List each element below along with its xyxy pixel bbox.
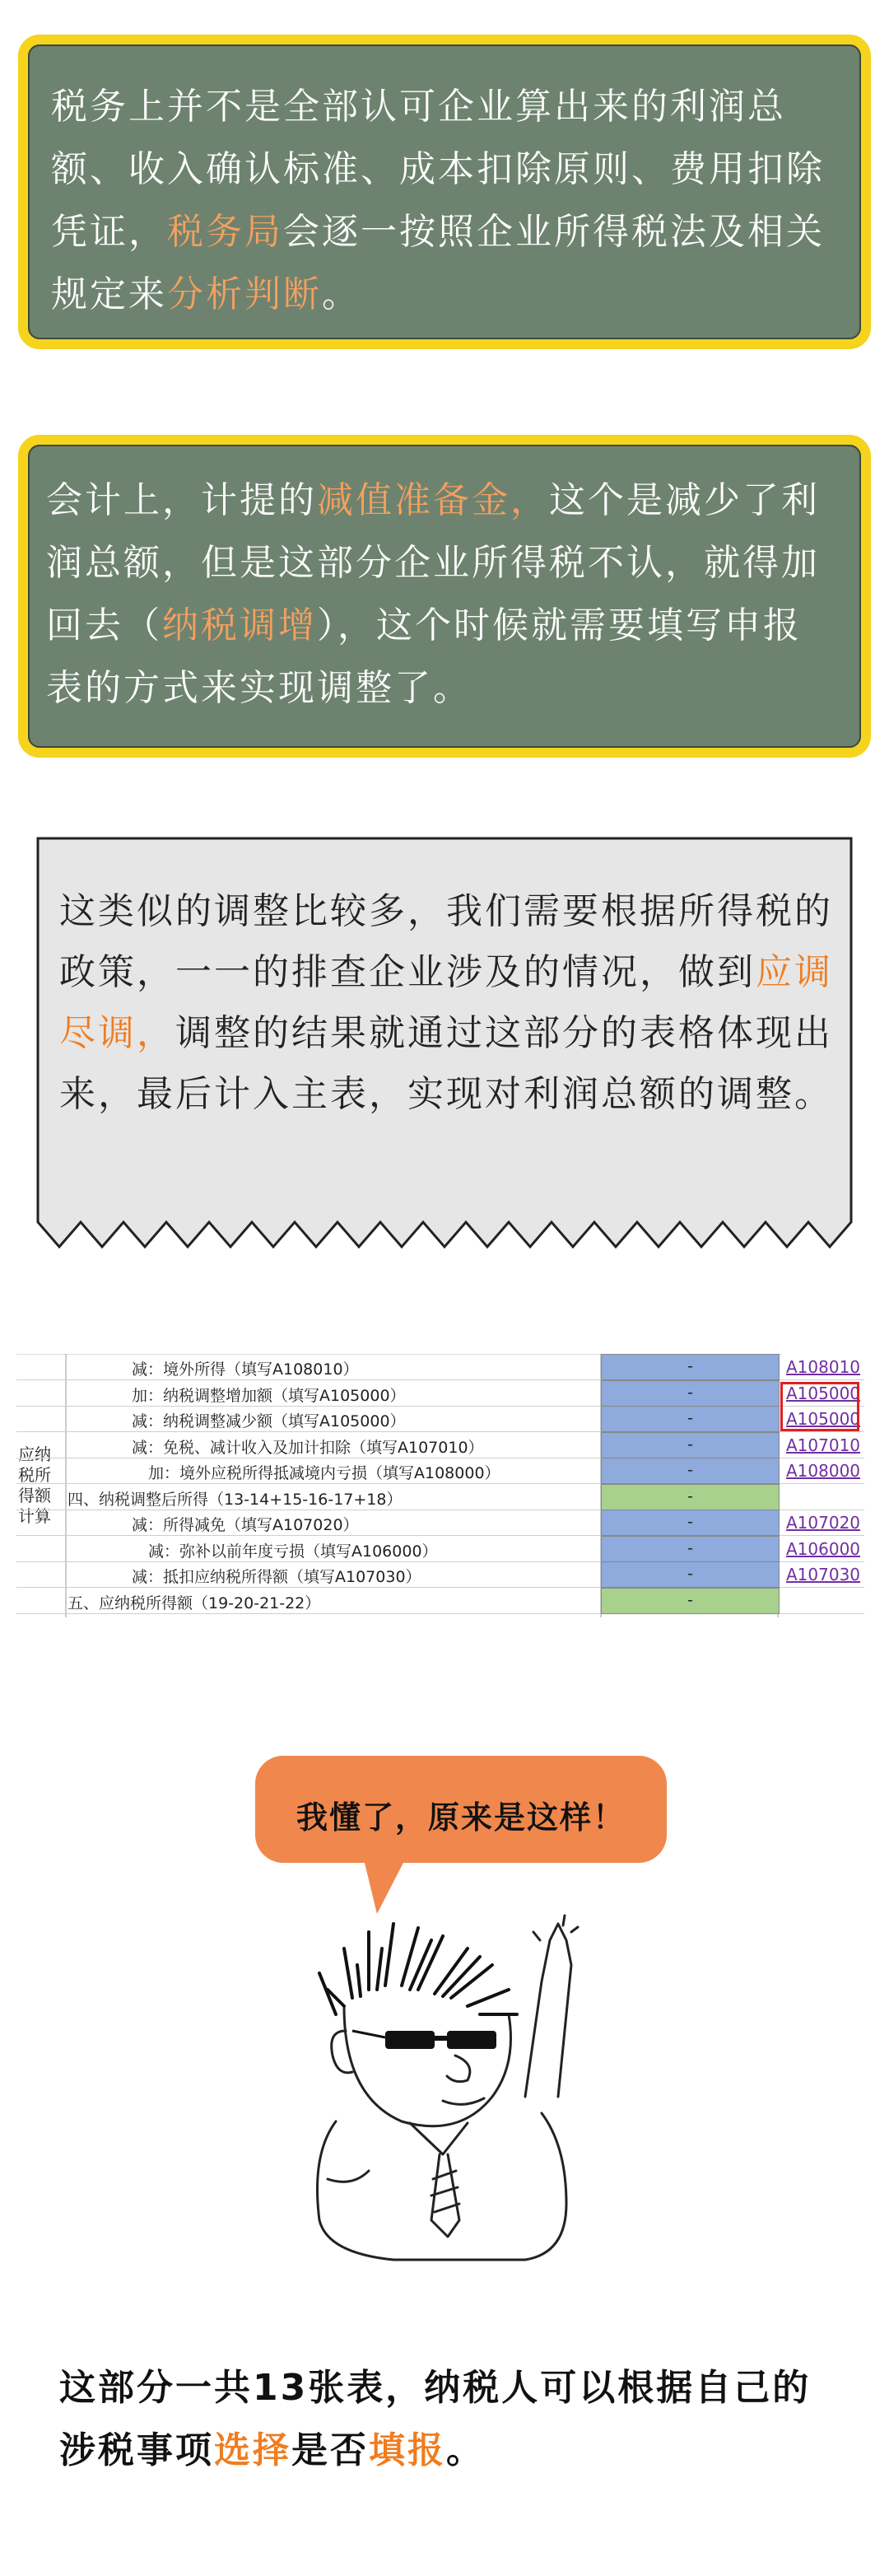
cartoon-man-illustration bbox=[278, 1907, 624, 2261]
value-cell bbox=[601, 1406, 780, 1432]
form-link[interactable]: A107020 bbox=[786, 1513, 861, 1533]
cell-value: - bbox=[687, 1538, 693, 1557]
row-label: 加：纳税调整增加额（填写A105000） bbox=[132, 1386, 406, 1405]
highlight-box bbox=[780, 1382, 859, 1431]
card-2-highlight-reserve: 减值准备金， bbox=[317, 479, 549, 521]
sheet-side-label: 应纳税所得额计算 bbox=[18, 1444, 51, 1526]
card-1-highlight-tax-bureau: 税务局 bbox=[167, 211, 283, 253]
note-seg1: 这类似的调整比较多，我们需要根据所得税的政策，一一的排查企业涉及的情况，做到 bbox=[59, 890, 833, 993]
row-label: 五、应纳税所得额（19-20-21-22） bbox=[67, 1594, 321, 1612]
table-row bbox=[16, 1380, 864, 1407]
bottom-highlight-report: 填报 bbox=[369, 2429, 446, 2471]
form-link[interactable]: A107030 bbox=[786, 1565, 861, 1584]
note-highlight: 应调尽调， bbox=[59, 951, 833, 1054]
bottom-highlight-choose: 选择 bbox=[214, 2429, 291, 2471]
cell-value: - bbox=[687, 1565, 693, 1583]
card-2-highlight-tax-increase: 纳税调增 bbox=[162, 604, 317, 646]
form-link[interactable]: A105000 bbox=[786, 1383, 861, 1403]
card-1-seg2: 会逐一按照企业所得税法及相关规定来 bbox=[51, 211, 825, 315]
row-label: 四、纳税调整后所得（13-14+15-16-17+18） bbox=[67, 1490, 403, 1509]
cell-value: - bbox=[687, 1383, 693, 1402]
table-row bbox=[16, 1510, 864, 1536]
value-cell bbox=[601, 1458, 780, 1484]
bottom-seg3: 。 bbox=[446, 2429, 485, 2471]
cell-value: - bbox=[687, 1409, 693, 1427]
table-row bbox=[16, 1354, 864, 1380]
row-label: 减：弥补以前年度亏损（填写A106000） bbox=[148, 1542, 438, 1561]
cell-value: - bbox=[687, 1357, 693, 1375]
cell-value: - bbox=[687, 1590, 693, 1609]
value-cell bbox=[601, 1354, 780, 1380]
value-cell bbox=[601, 1588, 780, 1614]
table-row bbox=[16, 1432, 864, 1458]
form-link[interactable]: A108000 bbox=[786, 1461, 861, 1481]
row-label: 减：所得减免（填写A107020） bbox=[132, 1516, 359, 1534]
card-2-seg3: ），这个时候就需要填写申报表的方式来实现调整了。 bbox=[46, 604, 802, 709]
table-row bbox=[16, 1588, 864, 1614]
row-label: 减：抵扣应纳税所得额（填写A107030） bbox=[132, 1568, 421, 1586]
card-2-text bbox=[46, 469, 836, 720]
speech-bubble bbox=[255, 1756, 667, 1863]
value-cell bbox=[601, 1561, 780, 1588]
card-2-seg1: 会计上，计提的 bbox=[46, 479, 317, 521]
form-link[interactable]: A106000 bbox=[786, 1538, 861, 1559]
value-cell bbox=[601, 1484, 780, 1510]
bubble-text: 我懂了，原来是这样！ bbox=[296, 1799, 626, 1836]
value-cell bbox=[601, 1510, 780, 1536]
table-row bbox=[16, 1484, 864, 1510]
bottom-seg1: 这部分一共13张表，纳税人可以根据自己的涉税事项 bbox=[59, 2367, 812, 2471]
form-link[interactable]: A108010 bbox=[786, 1357, 861, 1377]
bottom-seg2: 是否 bbox=[291, 2429, 369, 2471]
cell-value: - bbox=[687, 1461, 693, 1479]
row-label: 减：免税、减计收入及加计扣除（填写A107010） bbox=[132, 1438, 484, 1457]
row-label: 减：境外所得（填写A108010） bbox=[132, 1360, 359, 1379]
note-text bbox=[59, 881, 841, 1125]
table-row bbox=[16, 1458, 864, 1484]
note-seg2: 调整的结果就通过这部分的表格体现出来，最后计入主表，实现对利润总额的调整。 bbox=[59, 1012, 833, 1115]
bottom-text bbox=[59, 2357, 841, 2482]
card-2-seg2: 这个是减少了利润总额，但是这部分企业所得税不认，就得加回去（ bbox=[46, 479, 820, 646]
table-row bbox=[16, 1561, 864, 1588]
form-link[interactable]: A105000 bbox=[786, 1409, 861, 1429]
cell-value: - bbox=[687, 1435, 693, 1454]
value-cell bbox=[601, 1380, 780, 1407]
row-label: 加：境外应税所得抵减境内亏损（填写A108000） bbox=[148, 1464, 500, 1482]
tax-form-sheet bbox=[16, 1354, 864, 1622]
card-1-seg1: 税务上并不是全部认可企业算出来的利润总额、收入确认标准、成本扣除原则、费用扣除凭证， bbox=[51, 86, 825, 253]
card-1-highlight-analysis: 分析判断 bbox=[167, 273, 322, 315]
row-label: 减：纳税调整减少额（填写A105000） bbox=[132, 1412, 406, 1430]
table-row bbox=[16, 1536, 864, 1562]
table-row bbox=[16, 1406, 864, 1432]
card-1-seg3: 。 bbox=[322, 273, 361, 315]
cell-value: - bbox=[687, 1486, 693, 1505]
card-1-text bbox=[51, 76, 833, 326]
value-cell bbox=[601, 1432, 780, 1458]
value-cell bbox=[601, 1536, 780, 1562]
form-link[interactable]: A107010 bbox=[786, 1435, 861, 1455]
cell-value: - bbox=[687, 1513, 693, 1531]
